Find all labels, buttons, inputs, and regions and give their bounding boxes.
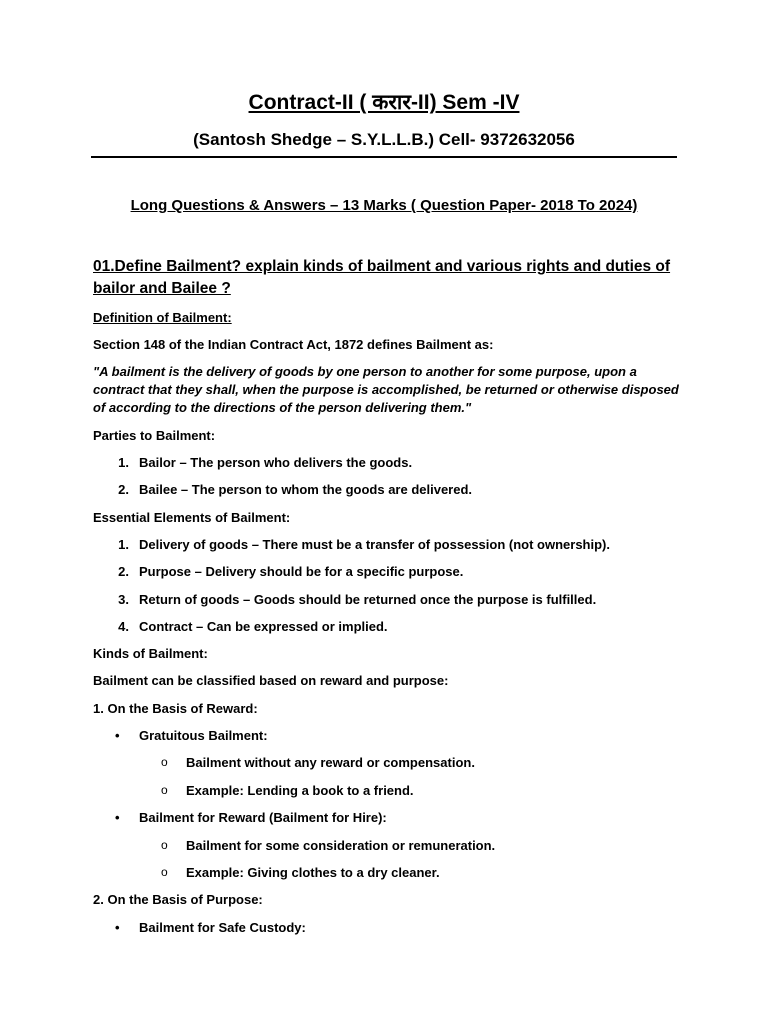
header-divider	[91, 156, 677, 158]
list-number: 4.	[118, 619, 129, 634]
sub-list-item: Example: Lending a book to a friend.	[186, 783, 414, 798]
list-item: Bailee – The person to whom the goods are delivered.	[139, 482, 473, 497]
list-number: 1.	[118, 455, 129, 470]
sub-list-item: Bailment without any reward or compensation.	[186, 755, 475, 770]
safe-custody-label: Bailment for Safe Custody:	[139, 920, 306, 935]
list-number: 1.	[118, 537, 129, 552]
bullet-icon: •	[115, 728, 120, 743]
circle-bullet-icon: o	[161, 783, 168, 797]
section-heading: Long Questions & Answers – 13 Marks ( Question Paper- 2018 To 2024)	[130, 197, 638, 214]
purpose-heading: 2. On the Basis of Purpose:	[93, 892, 263, 907]
list-number: 2.	[118, 482, 129, 497]
circle-bullet-icon: o	[161, 755, 168, 769]
bullet-icon: •	[115, 810, 120, 825]
definition-quote: "A bailment is the delivery of goods by one person to another for some purpose, upon a contract that they shall, when the purpose is accomplished, be returned or otherwise disposed of according to the directions of the person delivering them."	[93, 364, 679, 415]
document-subtitle: (Santosh Shedge – S.Y.L.L.B.) Cell- 9372632056	[193, 130, 575, 149]
sub-list-item: Bailment for some consideration or remuneration.	[186, 838, 496, 853]
list-item: Contract – Can be expressed or implied.	[139, 619, 388, 634]
gratuitous-label: Gratuitous Bailment:	[139, 728, 268, 743]
elements-heading: Essential Elements of Bailment:	[93, 510, 291, 525]
list-item: Delivery of goods – There must be a transfer of possession (not ownership).	[139, 537, 610, 552]
definition-heading: Definition of Bailment:	[93, 310, 232, 325]
question-heading: 01.Define Bailment? explain kinds of bailment and various rights and duties of bailor and Bailee ?	[93, 258, 671, 297]
circle-bullet-icon: o	[161, 838, 168, 852]
list-item: Purpose – Delivery should be for a specific purpose.	[139, 564, 464, 579]
bullet-icon: •	[115, 920, 120, 935]
sub-list-item: Example: Giving clothes to a dry cleaner.	[186, 865, 440, 880]
list-item: Return of goods – Goods should be returned once the purpose is fulfilled.	[139, 592, 597, 607]
circle-bullet-icon: o	[161, 865, 168, 879]
list-item: Bailor – The person who delivers the goods.	[139, 455, 413, 470]
list-number: 2.	[118, 564, 129, 579]
document-title: Contract-II ( करार-II) Sem -IV	[248, 91, 520, 114]
kinds-intro: Bailment can be classified based on reward and purpose:	[93, 673, 449, 688]
parties-heading: Parties to Bailment:	[93, 428, 216, 443]
for-reward-label: Bailment for Reward (Bailment for Hire):	[139, 810, 387, 825]
kinds-heading: Kinds of Bailment:	[93, 646, 208, 661]
reward-heading: 1. On the Basis of Reward:	[93, 701, 258, 716]
list-number: 3.	[118, 592, 129, 607]
definition-intro: Section 148 of the Indian Contract Act, 1872 defines Bailment as:	[93, 337, 494, 352]
